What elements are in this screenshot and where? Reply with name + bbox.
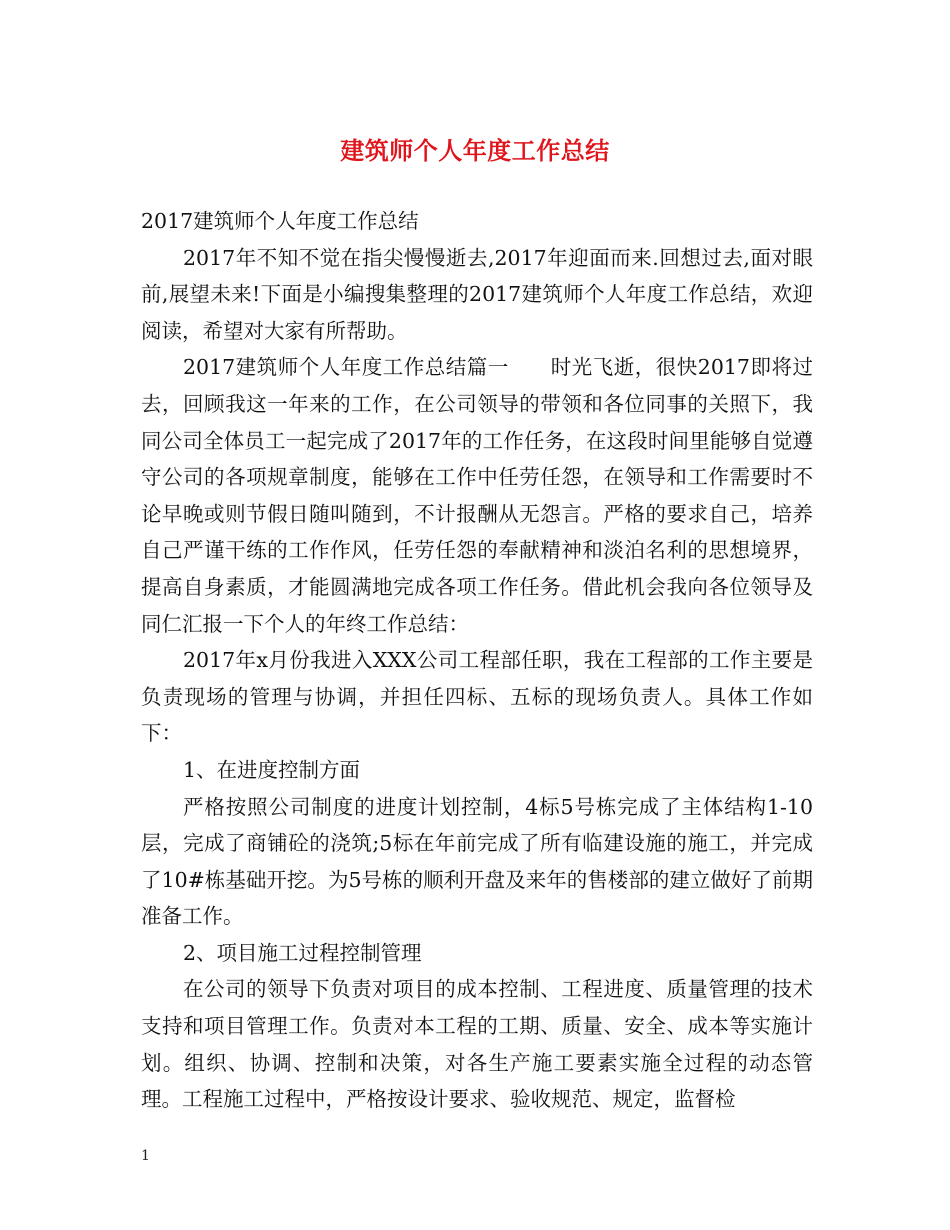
intro-paragraph: 2017年不知不觉在指尖慢慢逝去,2017年迎面而来.回想过去,面对眼前,展望未来!下面是小编搜集整理的2017建筑师个人年度工作总结，欢迎阅读，希望对大家有所帮助。 xyxy=(141,245,813,343)
body-paragraph: 在公司的领导下负责对项目的成本控制、工程进度、质量管理的技术支持和项目管理工作。负责对本工程的工期、质量、安全、成本等实施计划。组织、协调、控制和决策，对各生产施工要素实施全过程的动态管理。工程施工过程中，严格按设计要求、验收规范、规定，监督检 xyxy=(141,977,813,1112)
section-heading: 1、在进度控制方面 xyxy=(183,757,361,782)
body-paragraph: 2017年x月份我进入XXX公司工程部任职，我在工程部的工作主要是负责现场的管理与协调，并担任四标、五标的现场负责人。具体工作如下： xyxy=(141,648,813,746)
page-number: 1 xyxy=(141,1148,150,1164)
body-paragraph: 2017建筑师个人年度工作总结篇一 时光飞逝，很快2017即将过去，回顾我这一年来的工作，在公司领导的带领和各位同事的关照下，我同公司全体员工一起完成了2017年的工作任务，在这段时间里能够自觉遵守公司的各项规章制度，能够在工作中任劳任怨，在领导和工作需要时不论早晚或则节假日随叫随到，不计报酬从无怨言。严格的要求自己，培养自己严谨干练的工作作风，任劳任怨的奉献精神和淡泊名利的思想境界，提高自身素质，才能圆满地完成各项工作任务。借此机会我向各位领导及同仁汇报一下个人的年终工作总结： xyxy=(141,355,813,636)
body-paragraph: 严格按照公司制度的进度计划控制，4标5号栋完成了主体结构1-10层，完成了商铺砼的浇筑;5标在年前完成了所有临建设施的施工，并完成了10#栋基础开挖。为5号栋的顺利开盘及来年的售楼部的建立做好了前期准备工作。 xyxy=(141,794,813,929)
document-body xyxy=(141,203,813,1118)
document-title: 建筑师个人年度工作总结 xyxy=(340,136,610,165)
section-heading: 2、项目施工过程控制管理 xyxy=(183,940,422,965)
subtitle-paragraph: 2017建筑师个人年度工作总结 xyxy=(141,209,419,233)
